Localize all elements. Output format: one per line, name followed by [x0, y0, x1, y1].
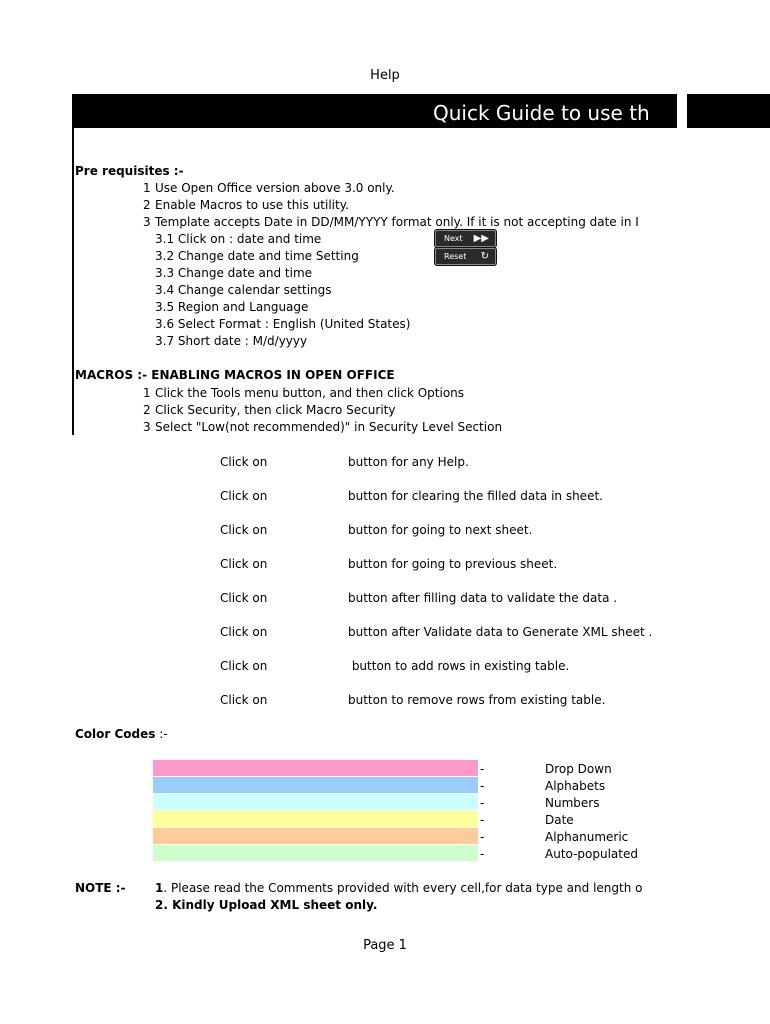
note-line-1-text: . Please read the Comments provided with every cell,for data type and length o [163, 881, 643, 895]
prereq-num-1: 1 [143, 181, 151, 195]
click-row-8-right: button to remove rows from existing table. [348, 693, 606, 707]
swatch-auto-populated [153, 845, 478, 861]
macros-num-3: 3 [143, 420, 151, 434]
swatch-drop-down [153, 760, 478, 776]
prereq-heading: Pre requisites :- [75, 164, 184, 178]
swatch-dash-2: - [480, 779, 485, 793]
title-cell-gap [677, 94, 687, 128]
left-border [72, 128, 74, 435]
prereq-num-3: 3 [143, 215, 151, 229]
note-line-1 [155, 880, 677, 896]
prereq-sub-3-6: 3.6 Select Format : English (United States) [155, 317, 411, 331]
macros-item-2: Click Security, then click Macro Security [155, 403, 396, 417]
prereq-item-3: Template accepts Date in DD/MM/YYYY format only. If it is not accepting date in I [155, 215, 639, 229]
color-label-drop-down: Drop Down [545, 762, 612, 776]
prereq-sub-3-4: 3.4 Change calendar settings [155, 283, 332, 297]
macros-heading: MACROS :- ENABLING MACROS IN OPEN OFFICE [75, 368, 395, 382]
color-label-alphabets: Alphabets [545, 779, 606, 793]
prereq-item-1: Use Open Office version above 3.0 only. [155, 181, 395, 195]
click-row-4-right: button for going to previous sheet. [348, 557, 558, 571]
swatch-dash-6: - [480, 847, 485, 861]
prereq-sub-3-3: 3.3 Change date and time [155, 266, 313, 280]
refresh-icon: ↻ [480, 251, 489, 262]
next-button[interactable] [435, 230, 496, 247]
page-footer: Page 1 [363, 938, 407, 953]
color-label-auto-populated: Auto-populated [545, 847, 638, 861]
page-header: Help [370, 68, 400, 83]
swatch-dash-5: - [480, 830, 485, 844]
note-line-1-num: 1 [155, 881, 164, 895]
next-button-label: Next [444, 234, 463, 243]
click-row-3-left: Click on [220, 523, 268, 537]
click-row-5-left: Click on [220, 591, 268, 605]
macros-item-1: Click the Tools menu button, and then click Options [155, 386, 465, 400]
note-label: NOTE :- [75, 881, 126, 895]
click-row-2-right: button for clearing the filled data in sheet. [348, 489, 603, 503]
swatch-dash-1: - [480, 762, 485, 776]
reset-button-label: Reset [444, 252, 467, 261]
prereq-sub-3-2: 3.2 Change date and time Setting [155, 249, 359, 263]
swatch-alphabets [153, 777, 478, 793]
click-row-7-left: Click on [220, 659, 268, 673]
note-line-2: 2. Kindly Upload XML sheet only. [155, 898, 378, 912]
prereq-sub-3-7: 3.7 Short date : M/d/yyyy [155, 334, 308, 348]
prereq-num-2: 2 [143, 198, 151, 212]
swatch-numbers [153, 794, 478, 810]
click-row-2-left: Click on [220, 489, 268, 503]
prereq-item-2: Enable Macros to use this utility. [155, 198, 349, 212]
fast-forward-icon: ▶▶ [473, 233, 489, 244]
macros-num-1: 1 [143, 386, 151, 400]
click-row-1-right: button for any Help. [348, 455, 469, 469]
click-row-1-left: Click on [220, 455, 268, 469]
click-row-7-right: button to add rows in existing table. [348, 659, 570, 673]
macros-item-3: Select "Low(not recommended)" in Security Level Section [155, 420, 503, 434]
swatch-alphanumeric [153, 828, 478, 844]
click-row-6-right: button after Validate data to Generate XML sheet . [348, 625, 653, 639]
click-row-5-right: button after filling data to validate the data . [348, 591, 618, 605]
click-row-4-left: Click on [220, 557, 268, 571]
color-codes-heading [75, 726, 168, 742]
prereq-sub-3-1: 3.1 Click on : date and time [155, 232, 322, 246]
color-label-alphanumeric: Alphanumeric [545, 830, 629, 844]
swatch-dash-4: - [480, 813, 485, 827]
color-label-date: Date [545, 813, 574, 827]
swatch-date [153, 811, 478, 827]
click-row-6-left: Click on [220, 625, 268, 639]
color-label-numbers: Numbers [545, 796, 600, 810]
swatch-dash-3: - [480, 796, 485, 810]
reset-button[interactable] [435, 248, 496, 265]
click-row-3-right: button for going to next sheet. [348, 523, 533, 537]
page-title: Quick Guide to use th [433, 101, 650, 125]
color-codes-heading-bold: Color Codes [75, 727, 156, 741]
color-codes-heading-suffix: :- [155, 727, 168, 741]
prereq-sub-3-5: 3.5 Region and Language [155, 300, 309, 314]
macros-num-2: 2 [143, 403, 151, 417]
click-row-8-left: Click on [220, 693, 268, 707]
